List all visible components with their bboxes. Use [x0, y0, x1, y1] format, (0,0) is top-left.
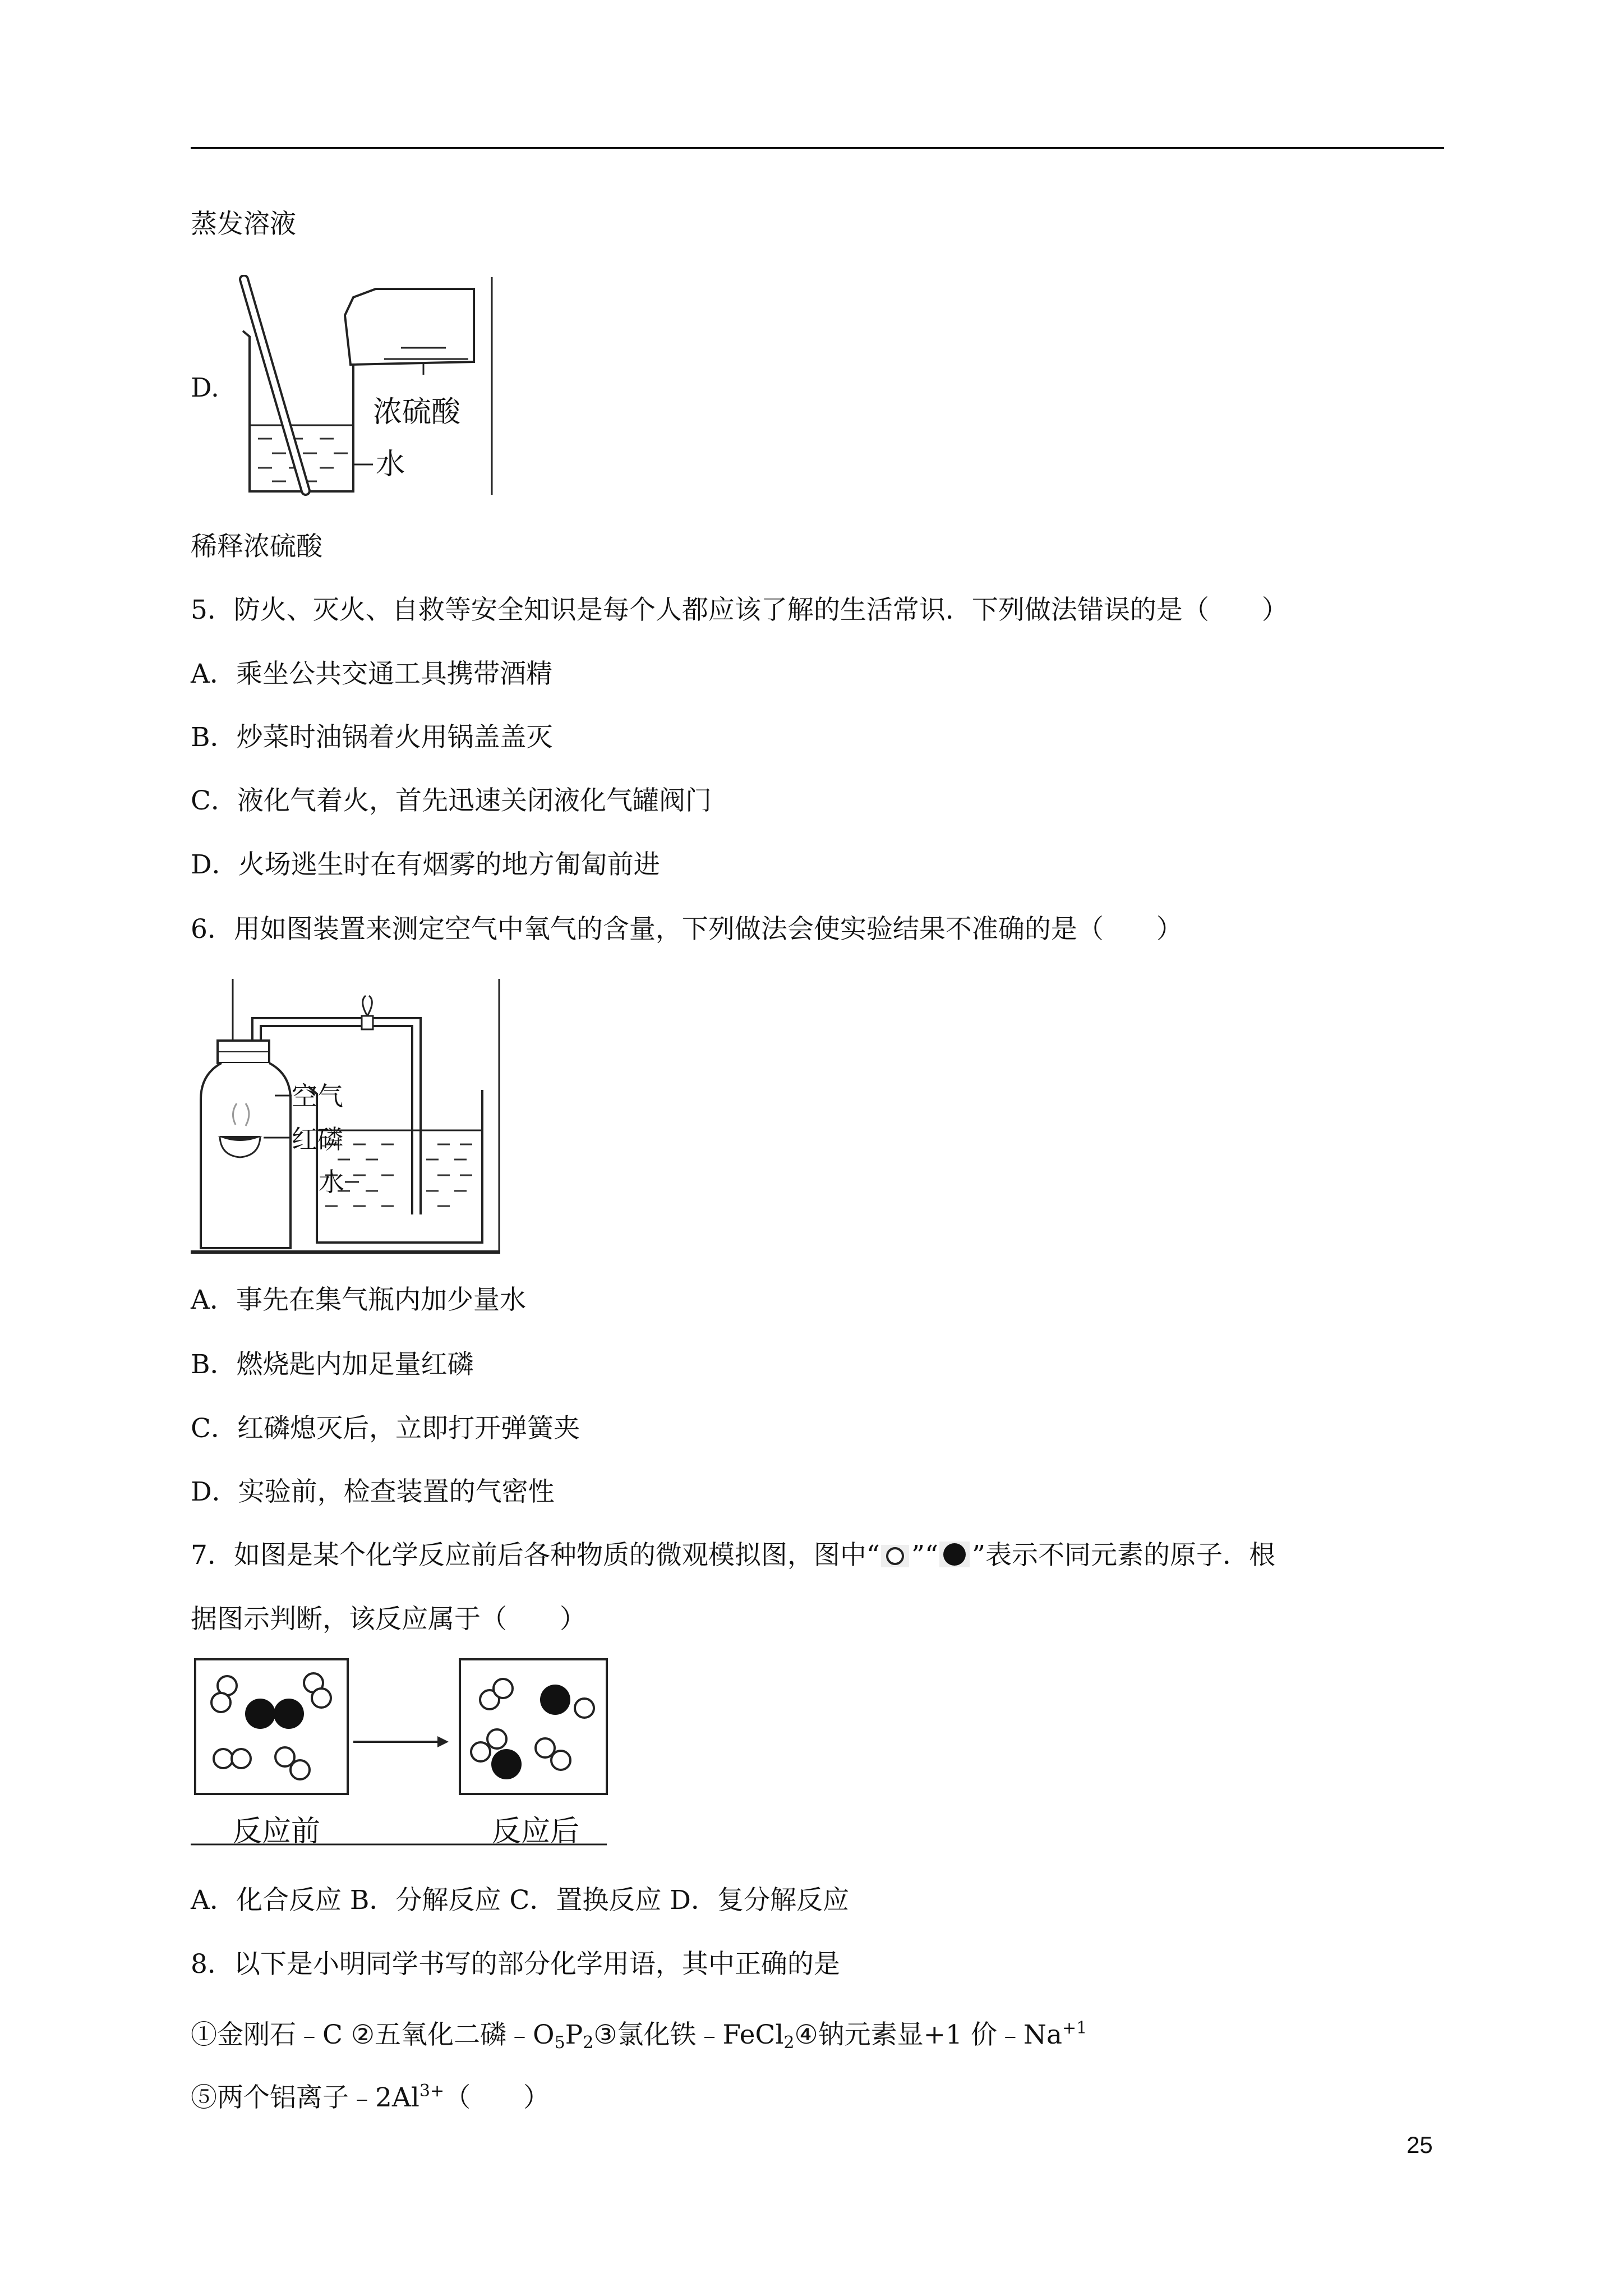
header-rule: [191, 147, 1444, 149]
q6-option-c: C．红磷熄灭后，立即打开弹簧夹: [191, 1413, 580, 1444]
q8-line1-sub1: 5: [554, 2033, 565, 2053]
q8-stem: 8．以下是小明同学书写的部分化学用语，其中正确的是: [191, 1949, 840, 1980]
q8-line1-p1: ①金刚石﹣C ②五氧化二磷﹣O: [191, 2019, 555, 2050]
white-atom-icon: [880, 1543, 911, 1578]
q5-option-c: C．液化气着火，首先迅速关闭液化气罐阀门: [191, 785, 712, 816]
q6-fig-air-label: 空气: [292, 1081, 343, 1111]
q6-option-d: D．实验前，检查装置的气密性: [191, 1476, 555, 1507]
q6-figure: [191, 979, 505, 1259]
q5-option-a: A．乘坐公共交通工具携带酒精: [191, 659, 552, 689]
q8-line1-sub2: 2: [583, 2033, 594, 2053]
q7-fig-before-label: 反应前: [233, 1815, 321, 1846]
q8-line2-sup1: 3+: [419, 2081, 445, 2101]
q4-d-label: D.: [191, 372, 219, 403]
q8-line2: [191, 2074, 550, 2115]
page-number: 25: [1407, 2132, 1433, 2158]
q6-option-b: B．燃烧匙内加足量红磷: [191, 1349, 474, 1380]
q8-line1-p4: ④钠元素显+1 价﹣Na: [794, 2019, 1062, 2050]
q7-options: A．化合反应 B．分解反应 C．置换反应 D．复分解反应: [191, 1885, 849, 1916]
q8-line1-sub3: 2: [783, 2033, 795, 2053]
q7-figure: [191, 1655, 611, 1848]
q4-d-caption: 稀释浓硫酸: [191, 531, 322, 562]
q4-c-caption: 蒸发溶液: [191, 209, 296, 240]
q6-fig-phosphorus-label: 红磷: [292, 1124, 343, 1154]
q8-line1-p2: P: [565, 2019, 583, 2050]
d-fig-acid-label: 浓硫酸: [373, 395, 461, 429]
q5-stem: 5．防火、灭火、自救等安全知识是每个人都应该了解的生活常识．下列做法错误的是（ ）: [191, 595, 1288, 625]
q6-fig-water-label: 水: [319, 1167, 344, 1197]
q7-stem-part3: ”表示不同元素的原子．根: [972, 1540, 1276, 1571]
q7-stem-part1: 7．如图是某个化学反应前后各种物质的微观模拟图，图中“: [191, 1540, 880, 1571]
d-fig-water-label: 水: [376, 448, 405, 481]
q8-line1-p3: ③氯化铁﹣FeCl: [593, 2019, 784, 2050]
q8-line2-p1: ⑤两个铝离子﹣2Al: [191, 2082, 419, 2113]
q8-line1: [191, 2012, 1087, 2060]
q6-stem: 6．用如图装置来测定空气中氧气的含量，下列做法会使实验结果不准确的是（ ）: [191, 914, 1183, 945]
q7-fig-after-label: 反应后: [492, 1815, 580, 1846]
q6-option-a: A．事先在集气瓶内加少量水: [191, 1285, 526, 1315]
q8-line2-p2: （ ）: [444, 2082, 550, 2113]
q4-d-figure: [233, 275, 496, 501]
q5-option-d: D．火场逃生时在有烟雾的地方匍匐前进: [191, 849, 660, 880]
q7-stem-line1: [191, 1539, 1275, 1578]
q5-option-b: B．炒菜时油锅着火用锅盖盖灭: [191, 722, 553, 753]
q7-stem-line2: 据图示判断，该反应属于（ ）: [191, 1604, 586, 1635]
q8-line1-sup1: +1: [1062, 2018, 1087, 2038]
black-atom-icon: [938, 1540, 972, 1578]
q7-stem-part2: ”“: [911, 1540, 938, 1571]
